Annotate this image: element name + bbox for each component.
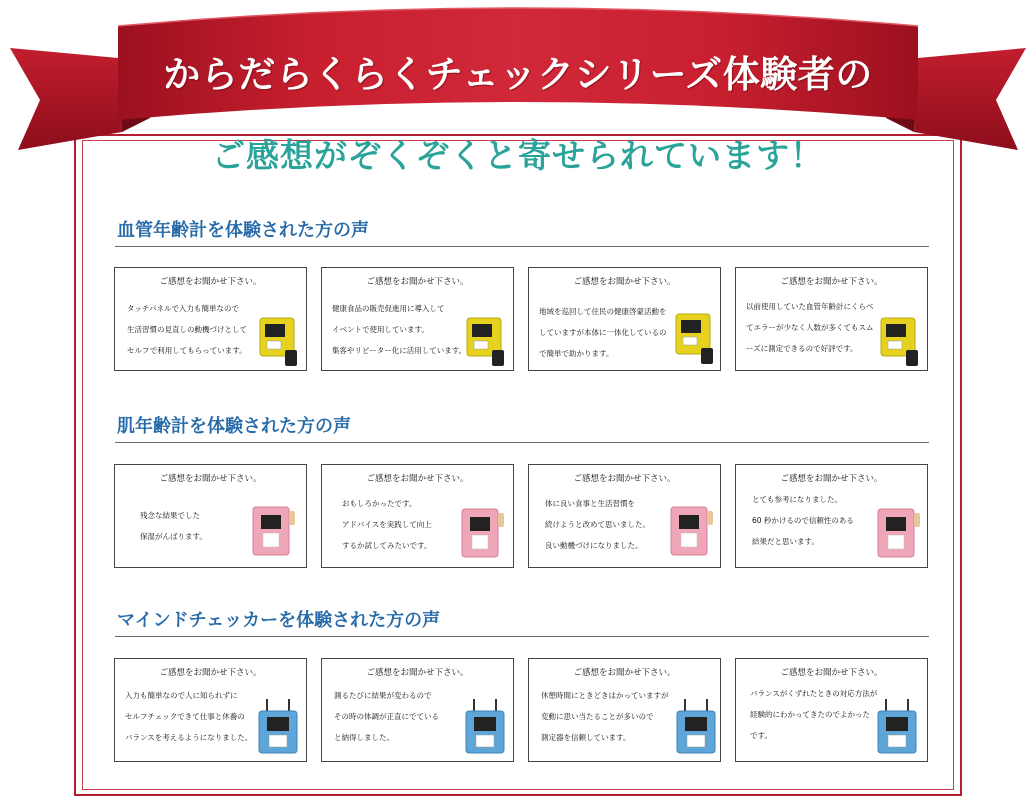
card-header: ご感想をお聞かせ下さい。 [159,474,262,484]
card-header: ご感想をお聞かせ下さい。 [366,668,469,678]
testimonial-text: バランスがくずれたときの対応方法が 経験的にわかってきたのでよかった です。 [750,689,878,740]
ribbon-right-tail [914,48,1026,150]
testimonial-card [528,658,721,762]
card-header: ご感想をお聞かせ下さい。 [573,474,676,484]
mind-checker-icon [673,697,719,757]
testimonial-text: 以前使用していた血管年齢計にくらべ てエラーが少なく人数が多くてもスム ーズに測定できるので好評です。 [746,302,874,353]
testimonial-card [735,267,928,371]
section-title-mind-checker: マインドチェッカーを体験された方の声 [117,610,441,631]
card-header: ご感想をお聞かせ下さい。 [159,277,262,287]
card-header: ご感想をお聞かせ下さい。 [573,668,676,678]
testimonial-card [114,658,307,762]
card-header: ご感想をお聞かせ下さい。 [780,474,883,484]
testimonial-text: 地域を巡回して住民の健康啓蒙活動を していますが本体に一体化しているの で簡単で助かります。 [539,307,667,358]
page-subtitle: ご感想がぞくぞくと寄せられています！ [212,136,824,175]
testimonial-card [735,658,928,762]
card-header: ご感想をお聞かせ下さい。 [159,668,262,678]
section-divider [115,636,929,637]
testimonial-card [321,658,514,762]
testimonial-text: 測るたびに結果が変わるので その時の体調が正直にでている と納得しました。 [334,691,439,742]
skin-age-meter-icon [456,503,508,563]
testimonial-card [321,464,514,568]
skin-age-meter-icon [872,503,924,563]
vascular-age-meter-icon [671,312,717,368]
testimonial-text: とても参考になりました。 60 秒かけるので信頼性のある 結果だと思います。 [752,495,854,546]
skin-age-meter-icon [247,501,299,561]
mind-checker-icon [874,697,920,757]
vascular-age-meter-icon [876,316,922,368]
testimonial-text: 健康食品の販売促進用に導入して イベントで使用しています。 集客やリピーター化に活用しています。 [332,304,467,355]
mind-checker-icon [462,697,508,757]
skin-age-meter-icon [665,501,717,561]
card-header: ご感想をお聞かせ下さい。 [780,668,883,678]
testimonial-card [114,464,307,568]
testimonial-card [528,464,721,568]
card-header: ご感想をお聞かせ下さい。 [366,277,469,287]
testimonial-card [735,464,928,568]
ribbon-left-tail [10,48,122,150]
vascular-age-meter-icon [255,316,301,368]
section-divider [115,246,929,247]
testimonial-text: 休憩時間にときどきはかっていますが 変動に思い当たることが多いので 測定器を信頼しています。 [541,691,669,742]
section-divider [115,442,929,443]
banner-title: からだらくらくチェックシリーズ体験者の [163,53,873,96]
testimonial-text: 残念な結果でした 保湿がんばります。 [140,511,207,541]
testimonial-card [528,267,721,371]
testimonial-text: 体に良い食事と生活習慣を 続けようと改めて思いました。 良い動機づけになりました。 [545,499,650,550]
testimonial-card [321,267,514,371]
card-header: ご感想をお聞かせ下さい。 [366,474,469,484]
card-header: ご感想をお聞かせ下さい。 [573,277,676,287]
mind-checker-icon [255,697,301,757]
testimonial-text: タッチパネルで入力も簡単なので 生活習慣の見直しの動機づけとして セルフで利用してもらっています。 [127,304,247,355]
testimonial-text: 入力も簡単なので人に知られずに セルフチェックできて仕事と休養の バランスを考えるようになりました。 [125,691,253,742]
card-header: ご感想をお聞かせ下さい。 [780,277,883,287]
testimonial-card [114,267,307,371]
section-title-vascular-age: 血管年齢計を体験された方の声 [117,220,369,241]
section-title-skin-age: 肌年齢計を体験された方の声 [117,416,351,437]
testimonial-text: おもしろかったです。 アドバイスを実践して向上 するか試してみたいです。 [342,499,432,550]
vascular-age-meter-icon [462,316,508,368]
